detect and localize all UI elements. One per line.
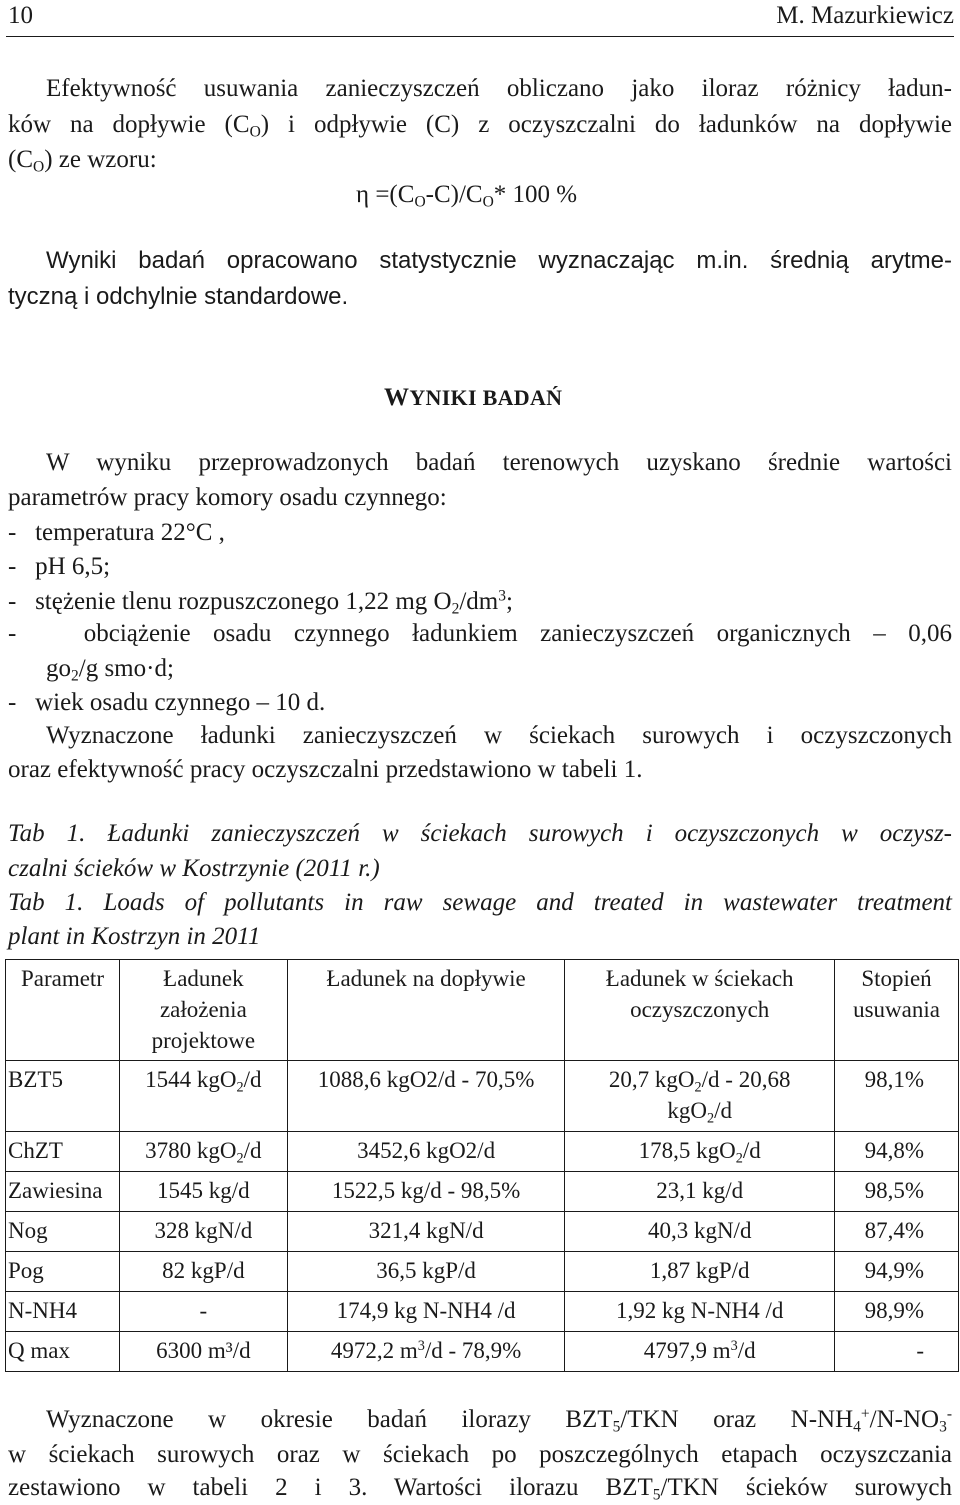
table-row [6, 1332, 959, 1372]
stats-line-1: Wyniki badań opracowano statystycznie wyznaczając m.in. średnią arytme- [46, 247, 952, 274]
results-item-temperature: - temperatura 22°C , [8, 519, 225, 546]
cell-inflow-load: 4972,2 $m^3/d - 78,9\%$ [287, 1332, 565, 1372]
table-row [6, 1061, 959, 1132]
header-rule [6, 36, 954, 37]
cell-treated-load: 20,7 kgO$_2$/d - 20,68 kgO$_2$/d [565, 1061, 835, 1132]
cell-parametr: N-NH4 [6, 1292, 120, 1332]
cell-removal-rate: 94,9% [835, 1252, 959, 1292]
cell-removal-rate: - [835, 1332, 959, 1372]
cell-removal-rate: 98,9% [835, 1292, 959, 1332]
cell-design-load: 328 kgN/d [119, 1212, 287, 1252]
efficiency-formula: $\eta =(C_O-C)/C_O*$ 100 % [356, 181, 578, 211]
cell-parametr: Q max [6, 1332, 120, 1372]
closing-line-1: Wyznaczone w okresie badań ilorazy $BZT_5$/TKN oraz $N-NH_4^+/N-NO_3^-$ [46, 1405, 952, 1436]
cell-parametr: ChZT [6, 1132, 120, 1172]
header-design-load: Ładunek założenia projektowe [119, 960, 287, 1061]
closing-line-3: zestawiono w tabeli 2 i 3. Wartości ilorazu $BZT_5$/TKN ścieków surowych [8, 1474, 952, 1504]
cell-inflow-load: 36,5 kgP/d [287, 1252, 565, 1292]
table-row [6, 1292, 959, 1332]
cell-removal-rate: 87,4% [835, 1212, 959, 1252]
table-row [6, 1132, 959, 1172]
results-item-oxygen: - stężenie tlenu rozpuszczonego 1,22 mg $O_2/dm^3$; [8, 587, 513, 618]
cell-parametr: Pog [6, 1252, 120, 1292]
cell-removal-rate: 98,5% [835, 1172, 959, 1212]
results-line-1: W wyniku przeprowadzonych badań terenowych uzyskano średnie wartości [46, 449, 952, 476]
cell-design-load: 1545 kg/d [119, 1172, 287, 1212]
header-inflow-load: Ładunek na dopływie [287, 960, 565, 1061]
header-parametr: Parametr [6, 960, 120, 1061]
cell-treated-load: 1,87 kgP/d [565, 1252, 835, 1292]
results-after-line-2: oraz efektywność pracy oczyszczalni przedstawiono w tabeli 1. [8, 756, 643, 783]
table-caption-en-line-2: plant in Kostrzyn in 2011 [8, 923, 261, 950]
results-item-load-line-2: $go_2/g$ smo·d; [46, 655, 174, 685]
cell-treated-load: 40,3 kgN/d [565, 1212, 835, 1252]
running-header-author: M. Mazurkiewicz [776, 2, 954, 29]
results-line-2: parametrów pracy komory osadu czynnego: [8, 484, 447, 511]
results-item-sludge-age: - wiek osadu czynnego – 10 d. [8, 689, 326, 716]
table-row [6, 1172, 959, 1212]
table-row [6, 1252, 959, 1292]
cell-design-load: - [119, 1292, 287, 1332]
table-header-row [6, 960, 959, 1061]
cell-inflow-load: 1088,6 kgO2/d - 70,5% [287, 1061, 565, 1132]
cell-treated-load: 1,92 kg N-NH4 /d [565, 1292, 835, 1332]
results-after-line-1: Wyznaczone ładunki zanieczyszczeń w ściekach surowych i oczyszczonych [46, 722, 952, 749]
cell-design-load: 1544 kgO$_2$/d [119, 1061, 287, 1132]
cell-inflow-load: 3452,6 kgO2/d [287, 1132, 565, 1172]
header-removal-rate: Stopień usuwania [835, 960, 959, 1061]
results-item-ph: - pH 6,5; [8, 553, 111, 580]
cell-removal-rate: 94,8% [835, 1132, 959, 1172]
cell-treated-load: 4797,9 $m^3/d$ [565, 1332, 835, 1372]
table-caption-pl-line-2: czalni ścieków w Kostrzynie (2011 r.) [8, 855, 380, 882]
cell-inflow-load: 1522,5 kg/d - 98,5% [287, 1172, 565, 1212]
cell-parametr: Zawiesina [6, 1172, 120, 1212]
cell-inflow-load: 174,9 kg N-NH4 /d [287, 1292, 565, 1332]
header-treated-load: Ładunek w ściekach oczyszczonych [565, 960, 835, 1061]
cell-inflow-load: 321,4 kgN/d [287, 1212, 565, 1252]
section-heading: WYNIKI BADAŃ [384, 384, 563, 411]
cell-parametr: Nog [6, 1212, 120, 1252]
cell-treated-load: 178,5 kgO$_2$/d [565, 1132, 835, 1172]
cell-parametr: BZT5 [6, 1061, 120, 1132]
table-caption-pl-line-1: Tab 1. Ładunki zanieczyszczeń w ściekach surowych i oczyszczonych w oczysz- [8, 820, 952, 847]
cell-design-load: 6300 m³/d [119, 1332, 287, 1372]
stats-line-2: tyczną i odchylnie standardowe. [8, 283, 349, 310]
closing-line-2: w ściekach surowych oraz w ściekach po poszczególnych etapach oczyszczania [8, 1441, 952, 1468]
cell-treated-load: 23,1 kg/d [565, 1172, 835, 1212]
intro-line-2: ków na dopływie $(C_O)$ i odpływie (C) z oczyszczalni do ładunków na dopływie [8, 111, 952, 141]
cell-design-load: 82 kgP/d [119, 1252, 287, 1292]
table-row [6, 1212, 959, 1252]
cell-design-load: 3780 kgO$_2$/d [119, 1132, 287, 1172]
intro-line-3: $(C_O)$ ze wzoru: [8, 146, 157, 176]
cell-removal-rate: 98,1% [835, 1061, 959, 1132]
pollutant-loads-table [5, 959, 959, 1372]
intro-line-1: Efektywność usuwania zanieczyszczeń obliczano jako iloraz różnicy ładun- [46, 75, 952, 102]
results-item-load-line-1: - obciążenie osadu czynnego ładunkiem zanieczyszczeń organicznych – 0,06 [8, 620, 952, 647]
table-caption-en-line-1: Tab 1. Loads of pollutants in raw sewage and treated in wastewater treatment [8, 889, 952, 916]
page-number: 10 [8, 2, 33, 29]
